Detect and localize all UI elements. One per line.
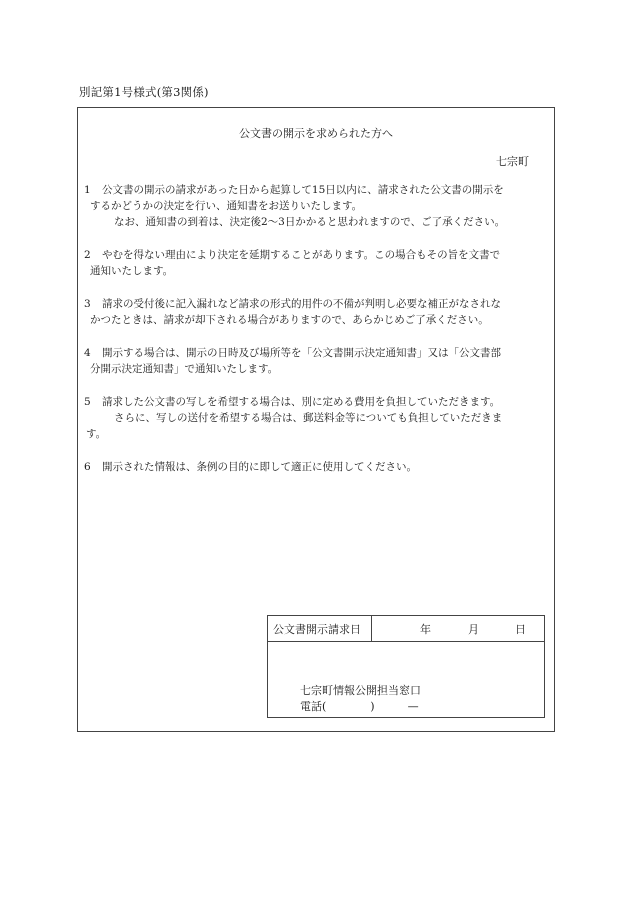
notice-number: 2 — [84, 249, 91, 261]
notice-subtext: なお、通知書の到着は、決定後2〜3日かかると思われますので、ご了承ください。 — [114, 216, 506, 228]
notice-item — [82, 182, 552, 230]
request-date-box — [267, 615, 545, 718]
notice-number: 1 — [84, 184, 91, 196]
day-field: 日 — [515, 623, 526, 636]
notice-number: 3 — [84, 298, 91, 310]
contact-office: 七宗町情報公開担当窓口 — [300, 684, 421, 697]
notice-text: す。 — [86, 428, 107, 440]
notice-number: 6 — [84, 461, 91, 473]
notice-item — [82, 394, 552, 442]
notice-list — [82, 182, 552, 492]
notice-text: 開示する場合は、開示の日時及び場所等を「公文書開示決定通知書」又は「公文書部 — [102, 347, 501, 359]
notice-text: 通知いたします。 — [90, 265, 174, 277]
notice-text: 開示された情報は、条例の目的に即して適正に使用してください。 — [102, 461, 417, 473]
form-number: 別記第1号様式(第3関係) — [79, 85, 209, 99]
notice-text: やむを得ない理由により決定を延期することがあります。この場合もその旨を文書で — [102, 249, 501, 261]
notice-frame — [77, 107, 555, 732]
notice-text: するかどうかの決定を行い、通知書をお送りいたします。 — [90, 200, 363, 212]
contact-phone: 電話( ) — — [300, 700, 419, 713]
notice-text: 請求した公文書の写しを希望する場合は、別に定める費用を負担していただきます。 — [102, 396, 501, 408]
notice-item — [82, 247, 552, 279]
notice-item — [82, 459, 552, 475]
year-field: 年 — [420, 623, 431, 636]
request-date-row — [268, 616, 544, 642]
notice-number: 5 — [84, 396, 91, 408]
request-date-label: 公文書開示請求日 — [268, 616, 372, 641]
notice-item — [82, 296, 552, 328]
notice-number: 4 — [84, 347, 91, 359]
document-title: 公文書の開示を求められた方へ — [239, 127, 393, 140]
notice-text: 分開示決定通知書」で通知いたします。 — [90, 363, 279, 375]
notice-text: 請求の受付後に記入漏れなど請求の形式的用件の不備が判明し必要な補正がなされな — [102, 298, 501, 310]
notice-text: かつたときは、請求が却下される場合がありますので、あらかじめご了承ください。 — [90, 314, 489, 326]
issuer-name: 七宗町 — [496, 155, 529, 168]
notice-item — [82, 345, 552, 377]
month-field: 月 — [468, 623, 479, 636]
notice-subtext: さらに、写しの送付を希望する場合は、郵送料金等についても負担していただきま — [114, 412, 503, 424]
notice-text: 公文書の開示の請求があった日から起算して15日以内に、請求された公文書の開示を — [102, 184, 504, 196]
